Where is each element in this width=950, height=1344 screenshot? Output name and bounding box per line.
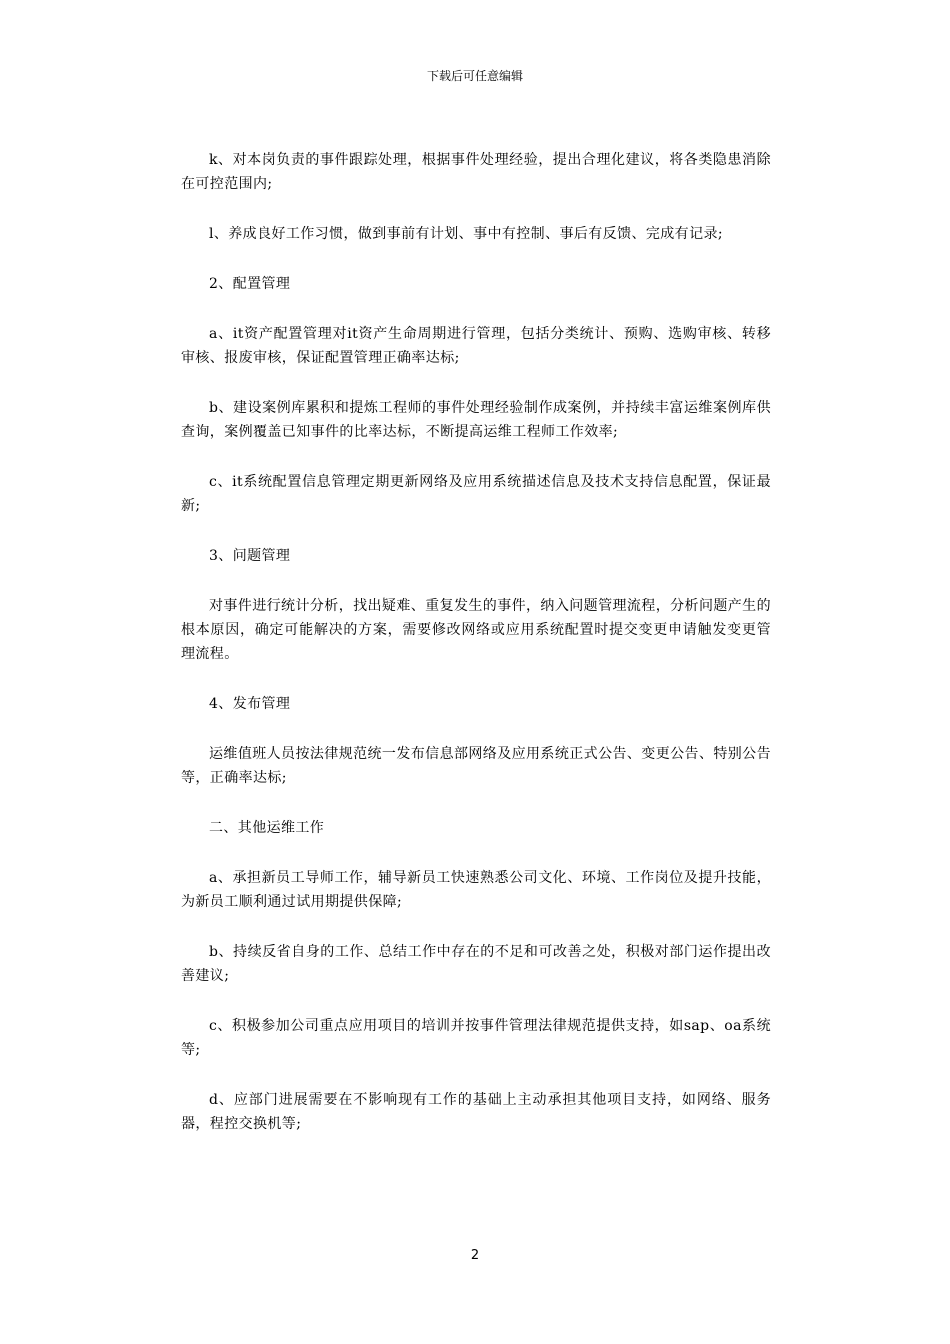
page-number: 2: [470, 1248, 480, 1263]
section-heading-release-management: 4、发布管理: [209, 696, 291, 712]
section-heading-config-management: 2、配置管理: [209, 276, 291, 292]
section-heading-problem-management: 3、问题管理: [209, 548, 291, 564]
paragraph-other-b: b、持续反省自身的工作、总结工作中存在的不足和可改善之处，积极对部门运作提出改善建议;: [181, 944, 771, 984]
paragraph-config-a: a、it资产配置管理对it资产生命周期进行管理，包括分类统计、预购、选购审核、转移审核、报废审核，保证配置管理正确率达标;: [181, 326, 771, 366]
page-header: 下载后可任意编辑: [426, 69, 523, 83]
paragraph-config-b: b、建设案例库累积和提炼工程师的事件处理经验制作成案例，并持续丰富运维案例库供查询，案例覆盖已知事件的比率达标，不断提高运维工程师工作效率;: [181, 400, 771, 440]
paragraph-k: k、对本岗负责的事件跟踪处理，根据事件处理经验，提出合理化建议，将各类隐患消除在可控范围内;: [181, 152, 771, 192]
paragraph-other-d: d、应部门进展需要在不影响现有工作的基础上主动承担其他项目支持，如网络、服务器，程控交换机等;: [181, 1092, 771, 1132]
paragraph-config-c: c、it系统配置信息管理定期更新网络及应用系统描述信息及技术支持信息配置，保证最新;: [181, 474, 771, 514]
paragraph-other-c: c、积极参加公司重点应用项目的培训并按事件管理法律规范提供支持，如sap、oa系统等;: [181, 1018, 771, 1058]
document-body: [181, 148, 771, 1162]
paragraph-other-a: a、承担新员工导师工作，辅导新员工快速熟悉公司文化、环境、工作岗位及提升技能，为新员工顺利通过试用期提供保障;: [181, 870, 771, 910]
paragraph-release: 运维值班人员按法律规范统一发布信息部网络及应用系统正式公告、变更公告、特别公告等，正确率达标;: [181, 746, 771, 786]
paragraph-l: l、养成良好工作习惯，做到事前有计划、事中有控制、事后有反馈、完成有记录;: [209, 226, 723, 242]
paragraph-problem: 对事件进行统计分析，找出疑难、重复发生的事件，纳入问题管理流程，分析问题产生的根本原因，确定可能解决的方案，需要修改网络或应用系统配置时提交变更申请触发变更管理流程。: [181, 598, 771, 662]
section-heading-other-work: 二、其他运维工作: [209, 820, 325, 836]
